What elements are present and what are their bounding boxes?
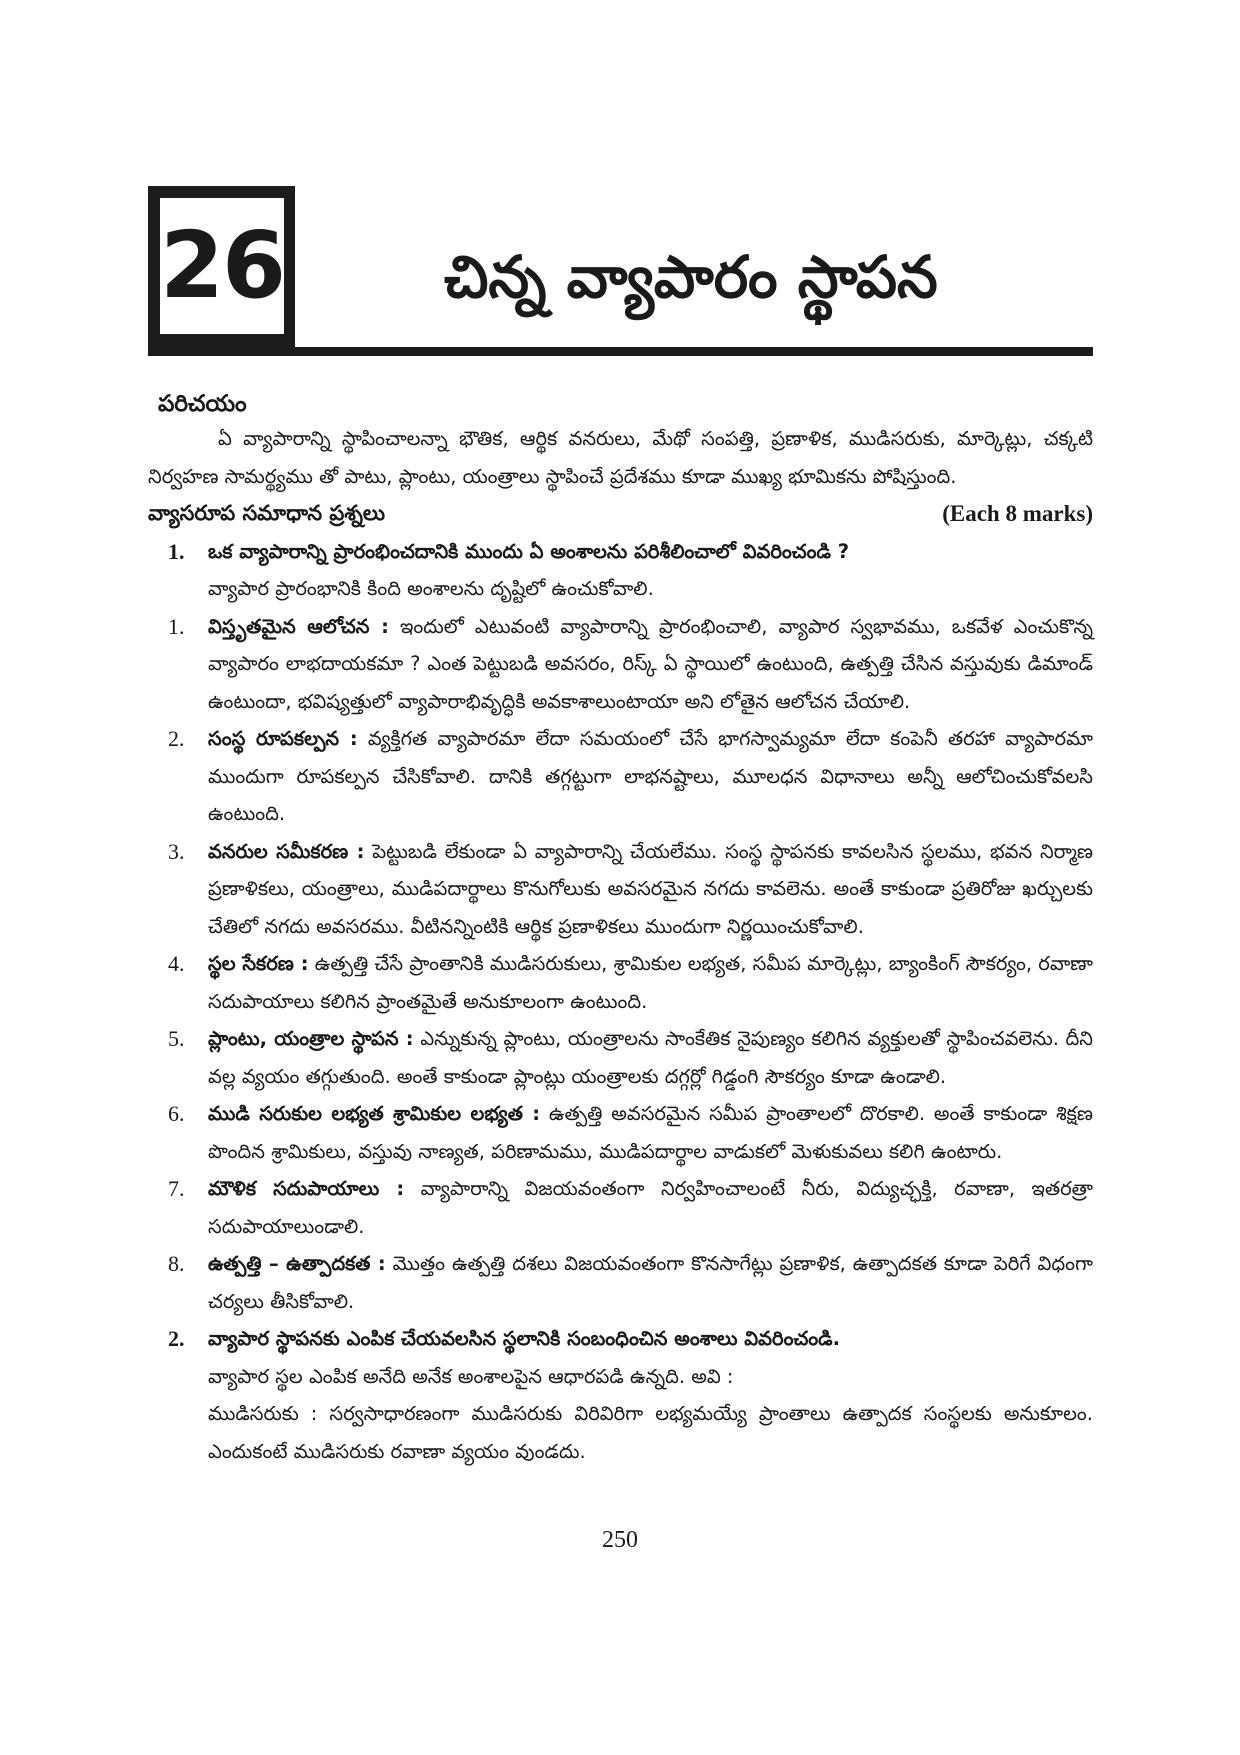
list-item-title: ముడి సరుకుల లభ్యత శ్రామికుల లభ్యత :	[208, 1102, 541, 1125]
list-item-number: 4.	[168, 951, 185, 976]
list-item-number: 2.	[168, 726, 185, 751]
chapter-number-box	[148, 186, 295, 352]
list-item	[148, 833, 1093, 946]
list-item-text: ఇందులో ఎటువంటి వ్యాపారాన్ని ప్రారంభించాలి, వ్యాపార స్వభావము, ఒకవేళ ఎంచుకొన్న వ్యాపారం లాభదాయకమా ? ఎంత పెట్టుబడి అవసరం, రిస్క్ ఏ స్థాయిలో ఉంటుంది, ఉత్పత్తి చేసిన వస్తువుకు డిమాండ్ ఉంటుందా, భవిష్యత్తులో వ్యాపారాభివృద్ధికి అవకాశాలుంటాయా అని లోతైన ఆలోచన చేయాలి.	[208, 614, 1093, 713]
chapter-header	[148, 186, 1093, 358]
intro-paragraph: ఏ వ్యాపారాన్ని స్థాపించాలన్నా భౌతిక, ఆర్థిక వనరులు, మేథో సంపత్తి, ప్రణాళిక, ముడిసరుకు, మార్కెట్లు, చక్కటి నిర్వహణ సామర్థ్యము తో పాటు, ప్లాంటు, యంత్రాలు స్థాపించే ప్రదేశము కూడా ముఖ్య భూమికను పోషిస్తుంది.	[148, 427, 1093, 488]
list-item-title: వనరుల సమీకరణ :	[208, 839, 365, 863]
chapter-number: 26	[159, 212, 285, 319]
list-item-number: 3.	[168, 838, 185, 864]
list-item-number: 6.	[168, 1101, 185, 1126]
list-item-title: విస్తృతమైన ఆలోచన :	[208, 614, 389, 638]
list-item	[148, 1020, 1093, 1095]
answer-paragraph: వ్యాపార స్థల ఎంపిక అనేది అనేక అంశాలపైన ఆధారపడి ఉన్నది. అవి :	[208, 1364, 734, 1388]
list-item	[148, 608, 1093, 721]
list-item-text: వ్యాపారాన్ని విజయవంతంగా నిర్వహించాలంటే నీరు, విద్యుచ్ఛక్తి, రవాణా, ఇతరత్రా సదుపాయాలుండాలి.	[208, 1177, 1093, 1238]
question-number: 2.	[168, 1326, 185, 1351]
list-item-number: 1.	[168, 613, 185, 639]
intro-heading: పరిచయం	[158, 391, 247, 417]
list-item-text: మొత్తం ఉత్పత్తి దశలు విజయవంతంగా కొనసాగేట్లు ప్రణాళిక, ఉత్పాదకత కూడా పెరిగే విధంగా చర్యలు తీసికోవాలి.	[208, 1252, 1094, 1313]
list-item-title: ఉత్పత్తి – ఉత్పాదకత :	[208, 1252, 386, 1275]
chapter-title: చిన్న వ్యాపారం స్థాపన	[444, 243, 938, 311]
list-item-text: ఉత్పత్తి చేసే ప్రాంతానికి ముడిసరుకులు, శ్రామికుల లభ్యత, సమీప మార్కెట్లు, బ్యాంకింగ్ సౌకర్యం, రవాణా సదుపాయాలు కలిగిన ప్రాంతమైతే అనుకూలంగా ఉంటుంది.	[208, 952, 1093, 1013]
list-item-title: సంస్థ రూపకల్పన :	[208, 727, 358, 750]
question-text: ఒక వ్యాపారాన్ని ప్రారంభించదానికి ముందు ఏ అంశాలను పరిశీలించాలో వివరించండి ?	[208, 539, 850, 563]
answer-paragraph: ముడిసరుకు : సర్వసాధారణంగా ముడిసరుకు విరివిరిగా లభ్యమయ్యే ప్రాంతాలు ఉత్పాదక సంస్థలకు అనుకూలం. ఎందుకంటే ముడిసరుకు రవాణా వ్యయం వుండదు.	[208, 1402, 1093, 1463]
list-item-number: 5.	[168, 1026, 185, 1051]
question-number: 1.	[168, 538, 185, 564]
list-item-title: స్థల సేకరణ :	[208, 952, 309, 975]
header-rule	[148, 347, 1093, 356]
section-heading-row	[148, 495, 1093, 533]
list-item-number: 8.	[168, 1251, 185, 1276]
question-1	[148, 533, 1093, 571]
answer-intro: వ్యాపార ప్రారంభానికి కింది అంశాలను దృష్టిలో ఉంచుకోవాలి.	[208, 577, 654, 600]
list-item-text: పెట్టుబడి లేకుండా ఏ వ్యాపారాన్ని చేయలేము. సంస్థ స్థాపనకు కావలసిన స్థలము, భవన నిర్మాణ ప్రణాళికలు, యంత్రాలు, ముడిపదార్థాలు కొనుగోలుకు అవసరమైన నగదు కావలెను. అంతే కాకుండా ప్రతిరోజు ఖర్చులకు చేతిలో నగదు అవసరము. వీటినన్నింటికి ఆర్థిక ప్రణాళికలు ముందుగా నిర్ణయించుకోవాలి.	[208, 839, 1093, 938]
marks-label: (Each 8 marks)	[942, 501, 1093, 526]
list-item-title: ప్లాంటు, యంత్రాల స్థాపన :	[208, 1027, 414, 1050]
list-item-title: మౌళిక సదుపాయాలు :	[208, 1177, 405, 1200]
list-item	[148, 1245, 1093, 1320]
question-2	[148, 1320, 1093, 1358]
answer-list	[148, 608, 1093, 1321]
question-text: వ్యాపార స్థాపనకు ఎంపిక చేయవలసిన స్థలానికి సంబంధించిన అంశాలు వివరించండి.	[208, 1327, 841, 1350]
list-item-text: వ్యక్తిగత వ్యాపారమా లేదా సమయంలో చేసే భాగస్వామ్యమా లేదా కంపెనీ తరహా వ్యాపారమా ముందుగా రూపకల్పన చేసికోవాలి. దానికి తగ్గట్టుగా లాభనష్టాలు, మూలధన విధానాలు అన్నీ ఆలోచించుకోవలసి ఉంటుంది.	[208, 727, 1093, 825]
list-item	[148, 1095, 1093, 1170]
list-item-text: ఉత్పత్తి అవసరమైన సమీప ప్రాంతాలలో దొరకాలి. అంతే కాకుండా శిక్షణ పొందిన శ్రామికులు, వస్తువు నాణ్యత, పరిణామము, ముడిపదార్థాల వాడుకలో మెళుకువలు కలిగి ఉంటారు.	[208, 1102, 1093, 1163]
page-content	[148, 388, 1093, 1470]
page-number: 250	[602, 1527, 638, 1553]
section-heading: వ్యాసరూప సమాధాన ప్రశ్నలు	[148, 501, 386, 525]
list-item	[148, 945, 1093, 1020]
list-item-number: 7.	[168, 1176, 185, 1201]
list-item	[148, 1170, 1093, 1245]
list-item	[148, 720, 1093, 833]
list-item-text: ఎన్నుకున్న ప్లాంటు, యంత్రాలను సాంకేతిక నైపుణ్యం కలిగిన వ్యక్తులతో స్థాపించవలెను. దీని వల్ల వ్యయం తగ్గుతుంది. అంతే కాకుండా ప్లాంట్లు యంత్రాలకు దగ్గర్లో గిడ్డంగి సౌకర్యం కూడా ఉండాలి.	[208, 1027, 1093, 1088]
